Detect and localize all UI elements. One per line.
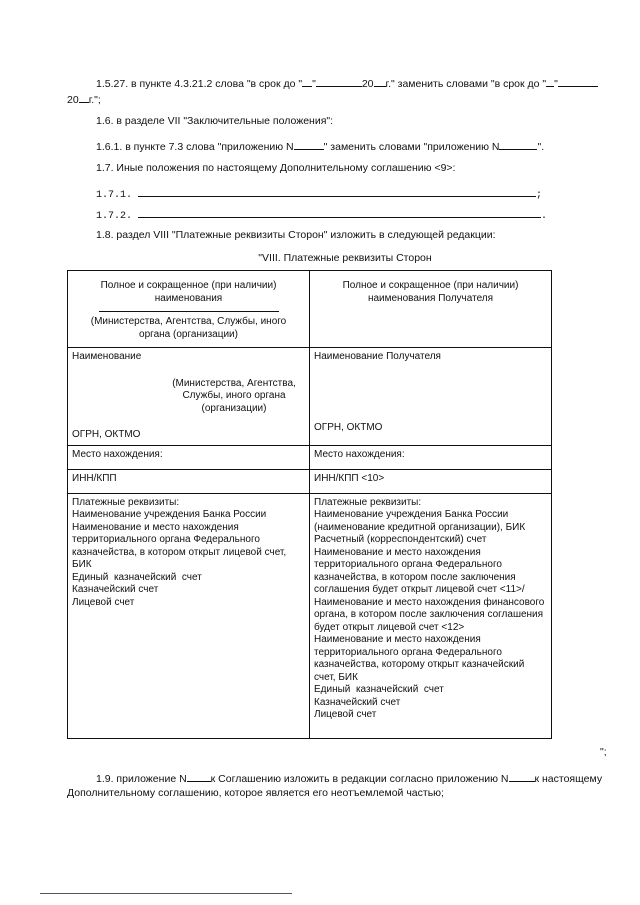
cell-right-name xyxy=(310,348,552,446)
cell-left-name xyxy=(68,348,310,446)
blank-day-1 xyxy=(302,76,312,87)
right-inn-label: ИНН/КПП <10> xyxy=(314,472,385,484)
left-payment-line: Лицевой счет xyxy=(72,596,135,608)
left-ogrn-label: ОГРН, ОКТМО xyxy=(72,429,141,440)
blank-annex-new xyxy=(499,139,537,150)
item-1-5-27-text-e: " xyxy=(554,78,558,90)
left-header-sub: (Министерства, Агентства, Службы, иного органа (организации) xyxy=(90,316,287,340)
item-1-9-text-a: 1.9. приложение N xyxy=(96,773,187,785)
right-header-text: Полное и сокращенное (при наличии) наименования Получателя xyxy=(342,280,519,304)
item-1-5-27-text-g: г."; xyxy=(88,94,101,106)
left-inn-label: ИНН/КПП xyxy=(72,472,117,484)
blank-1-7-2 xyxy=(138,207,541,218)
cell-right-payment xyxy=(310,493,552,738)
left-payment-line: Наименование и место нахождения территориального органа Федерального казначейства, в котором открыт лицевой счет, БИК xyxy=(72,521,287,570)
left-payment-line: Единый казначейский счет xyxy=(72,571,202,583)
item-1-7-1-label: 1.7.1. xyxy=(96,190,133,201)
left-name-label: Наименование xyxy=(72,351,142,362)
left-name-sub: (Министерства, Агентства, Службы, иного органа (организации) xyxy=(172,377,296,414)
item-1-9-text-c: к настоящему xyxy=(534,773,603,785)
right-payment-line: Наименование учреждения Банка России (наименование кредитной организации), БИК xyxy=(314,509,526,533)
item-1-6-1 xyxy=(96,139,544,154)
right-payment-line: Казначейский счет xyxy=(314,696,401,708)
item-1-9-line-2: Дополнительному соглашению, которое является его неотъемлемой частью; xyxy=(67,787,444,799)
blank-1-7-1 xyxy=(138,186,536,197)
left-header-text: Полное и сокращенное (при наличии) наименования xyxy=(100,280,277,304)
requisites-table xyxy=(67,270,552,739)
cell-right-inn xyxy=(310,469,552,493)
item-1-7-1 xyxy=(96,186,546,202)
cell-left-inn xyxy=(68,469,310,493)
item-1-6-1-text-c: ". xyxy=(537,141,545,153)
item-1-5-27-text-c: 20 xyxy=(361,78,374,90)
table-row-inn xyxy=(68,469,552,493)
left-payment-line: Платежные реквизиты: xyxy=(72,496,180,508)
table-row-header xyxy=(68,271,552,348)
left-payment-line: Казначейский счет xyxy=(72,584,159,595)
blank-year-2 xyxy=(79,92,89,103)
cell-right-header xyxy=(310,271,552,348)
closing-quote: "; xyxy=(600,746,607,758)
right-payment-line: Наименование и место нахождения территориального органа Федерального казначейства, в котором после заключения соглашения будет открыт лицевой счет <11>/Наименование и место нахождения финансового органа, в котором после заключения соглашения будет открыт лицевой счет <12> xyxy=(314,546,545,633)
cell-left-address xyxy=(68,445,310,469)
item-1-6: 1.6. в разделе VII "Заключительные положения": xyxy=(96,115,334,127)
right-payment-line: Наименование и место нахождения территориального органа Федерального казначейства, которому открыт казначейский счет, БИК xyxy=(314,634,525,683)
footnote-separator xyxy=(40,893,292,894)
blank-month-1 xyxy=(316,76,362,87)
right-ogrn-label: ОГРН, ОКТМО xyxy=(314,421,383,433)
right-payment-line: Лицевой счет xyxy=(314,709,377,720)
cell-left-payment xyxy=(68,493,310,738)
item-1-9 xyxy=(96,771,616,786)
item-1-5-27 xyxy=(96,76,616,91)
cell-left-header xyxy=(68,271,310,348)
right-payment-line: Единый казначейский счет xyxy=(314,684,444,695)
item-1-5-27-text-a: 1.5.27. в пункте 4.3.21.2 слова "в срок до " xyxy=(96,78,303,90)
blank-annex-old xyxy=(294,139,324,150)
blank-day-2 xyxy=(546,76,554,87)
item-1-9-text-b: к Соглашению изложить в редакции согласно приложению N xyxy=(210,773,509,785)
item-1-5-27-line-2 xyxy=(67,92,101,107)
blank-annex-agreement xyxy=(187,771,211,782)
right-payment-line: Расчетный (корреспондентский) счет xyxy=(314,534,487,545)
blank-annex-supplement xyxy=(509,771,535,782)
item-1-5-27-text-b: " xyxy=(312,78,316,90)
item-1-6-1-text-a: 1.6.1. в пункте 7.3 слова "приложению N xyxy=(96,141,294,153)
item-1-7-2 xyxy=(96,207,556,223)
table-row-name xyxy=(68,348,552,446)
table-row-address xyxy=(68,445,552,469)
item-1-7-2-end: . xyxy=(541,211,548,222)
left-header-underline xyxy=(99,311,279,312)
cell-right-address xyxy=(310,445,552,469)
item-1-6-1-text-b: " заменить словами "приложению N xyxy=(323,141,500,153)
left-address-label: Место нахождения: xyxy=(72,448,163,460)
item-1-7-1-end: ; xyxy=(536,190,543,201)
item-1-5-27-text-f: 20 xyxy=(67,94,79,106)
item-1-7-2-label: 1.7.2. xyxy=(96,211,133,222)
section-title: "VIII. Платежные реквизиты Сторон xyxy=(258,252,432,264)
right-name-label: Наименование Получателя xyxy=(314,351,441,362)
right-payment-line: Платежные реквизиты: xyxy=(314,496,422,508)
right-address-label: Место нахождения: xyxy=(314,448,405,460)
blank-year-1 xyxy=(374,76,386,87)
item-1-8: 1.8. раздел VIII "Платежные реквизиты Сторон" изложить в следующей редакции: xyxy=(96,229,496,241)
left-payment-line: Наименование учреждения Банка России xyxy=(72,509,267,520)
item-1-7: 1.7. Иные положения по настоящему Дополнительному соглашению <9>: xyxy=(96,162,456,174)
table-row-payment xyxy=(68,493,552,738)
blank-month-2 xyxy=(558,76,598,87)
item-1-5-27-text-d: г." заменить словами "в срок до " xyxy=(385,78,547,90)
